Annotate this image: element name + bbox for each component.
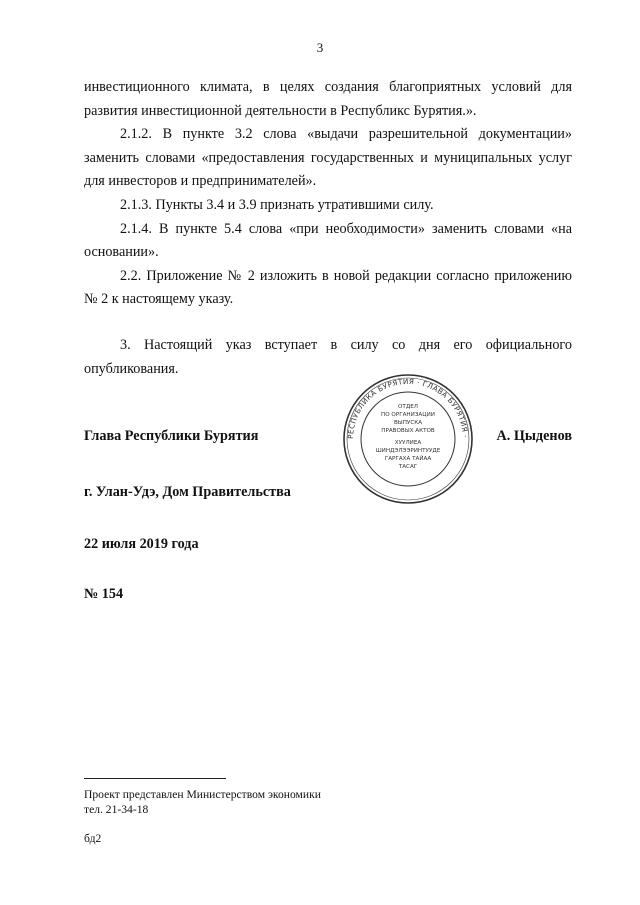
- seal-line: ТАСАГ: [398, 464, 418, 470]
- paragraph: 3. Настоящий указ вступает в силу со дня его официального опубликования.: [84, 336, 572, 377]
- paragraph: инвестиционного климата, в целях создания благоприятных условий для развития инвестиционной деятельности в Республикс Бурятия.».: [84, 79, 572, 119]
- seal-line: ПРАВОВЫХ АКТОВ: [381, 428, 435, 434]
- seal-line: ГАРГАХА ТАЙАА: [384, 456, 432, 462]
- footnote-line: Проект представлен Министерством экономики: [84, 788, 321, 801]
- paragraph: 2.2. Приложение № 2 изложить в новой редакции согласно приложению № 2 к настоящему указу.: [84, 267, 572, 308]
- seal-line: ПО ОРГАНИЗАЦИИ: [381, 412, 435, 418]
- footnote-divider: [84, 778, 226, 779]
- official-seal: [341, 372, 475, 506]
- place-of-signing: г. Улан-Удэ, Дом Правительства: [84, 484, 291, 500]
- seal-line: ХУУЛИЕА: [394, 440, 422, 446]
- paragraph: 2.1.2. В пункте 3.2 слова «выдачи разрешительной документации» заменить словами «предоставления государственных и муниципальных услуг для инвесторов и предпринимателей».: [84, 126, 572, 190]
- page-number: 3: [316, 40, 324, 55]
- seal-ring-text: РЕСПУБЛИКА БУРЯТИЯ · ГЛАВА БУРЯТИЯ ·: [345, 376, 470, 440]
- body-text: [84, 76, 572, 381]
- paragraph: 2.1.4. В пункте 5.4 слова «при необходимости» заменить словами «на основании».: [84, 220, 572, 261]
- seal-line: ВЫПУСКА: [393, 420, 423, 426]
- footnote-line: тел. 21-34-18: [84, 803, 149, 816]
- document-number: № 154: [84, 586, 124, 602]
- document-date: 22 июля 2019 года: [84, 536, 199, 552]
- seal-line: ОТДЕЛ: [398, 404, 418, 410]
- seal-line: ШИНДЭЛЭЭРИНТУУДЕ: [375, 448, 441, 454]
- footnote: [84, 787, 321, 817]
- paragraph: 2.1.3. Пункты 3.4 и 3.9 признать утратившими силу.: [120, 196, 434, 213]
- signature-title: Глава Республики Бурятия: [84, 428, 259, 444]
- signature-name: А. Цыденов: [496, 428, 572, 444]
- document-code: бд2: [84, 832, 102, 845]
